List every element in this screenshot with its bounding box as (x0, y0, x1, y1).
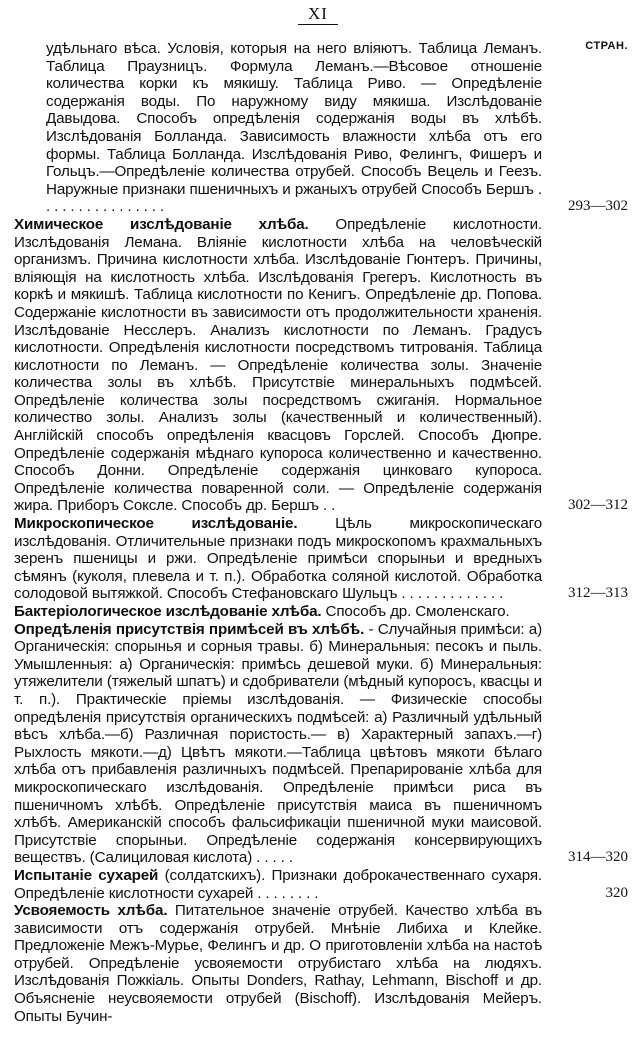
entry-pages: 320 (605, 884, 628, 901)
table-of-contents (14, 40, 632, 1025)
entry-pages: 314—320 (568, 849, 628, 866)
toc-entry (14, 867, 632, 902)
entry-title: Химическое изслѣдованіе хлѣба. (14, 215, 309, 233)
entry-title: Испытаніе сухарей (14, 866, 159, 884)
entry-text: Испытаніе сухарей (солдатскихъ). Признаки доброкачественнаго сухаря. Опредѣленіе кислотности сухарей . . . . . . . . (14, 866, 542, 902)
toc-entry (14, 216, 632, 515)
entry-text: Усвояемость хлѣба. Питательное значеніе отрубей. Качество хлѣба въ зависимости отъ содержанія отрубей. Мнѣніе Либиха и Клейке. Предложеніе Межъ-Мурье, Фелингъ и др. О приготовленіи хлѣба на настоѣ отрубей. Опредѣленіе усвояемости отрубистаго хлѣба на людяхъ. Изслѣдованія Пожкіаль. Опыты Donders, Rathay, Lehmann, Bischoff и др. Объясненіе неусвояемости отрубей (Bischoff). Изслѣдованія Мейеръ. Опыты Бучин- (14, 902, 542, 1025)
entry-title: Микроскопическое изслѣдованіе. (14, 515, 298, 533)
toc-entry (14, 40, 632, 216)
entry-pages: 293—302 (568, 198, 628, 215)
entry-pages: 312—313 (568, 585, 628, 602)
toc-entry (14, 515, 632, 603)
pages-column-header: СТРАН. (585, 40, 628, 52)
entry-title: Усвояемость хлѣба. (14, 902, 168, 920)
toc-entry (14, 902, 632, 1025)
entry-text: удѣльнаго вѣса. Условія, которыя на него вліяютъ. Таблица Леманъ. Таблица Праузницъ. Формула Леманъ.—Вѣсовое отношеніе количества корки къ мякишу. Таблица Риво. — Опредѣленіе содержанія воды. По наружному виду мякиша. Изслѣдованіе Давыдова. Способъ опредѣленія содержанія воды въ хлѣбѣ. Изслѣдованія Болланда. Зависимость влажности хлѣба отъ его формы. Таблица Болланда. Изслѣдованія Риво, Фелингъ, Фишеръ и Гольцъ.—Опредѣленіе количества отрубей. Способъ Вецель и Геезъ. Наружные признаки пшеничныхъ и ржаныхъ отрубей Способъ Бершъ . . . . . . . . . . . . . . . . (46, 40, 542, 216)
entry-text: Химическое изслѣдованіе хлѣба. Опредѣленіе кислотности. Изслѣдованія Лемана. Вліяніе кислотности хлѣба на человѣческій организмъ. Причина кислотности хлѣба. Изслѣдованіе Гюнтеръ. Причины, вліяющія на кислотность хлѣба. Изслѣдованія Грегеръ. Кислотность въ коркѣ и мякишѣ. Таблица кислотности по Кенигъ. Опредѣленіе др. Попова. Содержаніе кислотности въ зависимости отъ продолжительности храненія. Изслѣдованіе Несслеръ. Анализъ кислотности по Леманъ. Градусъ кислотности. Опредѣленія кислотности посредствомъ титрованія. Таблица кислотности по Леманъ. — Опредѣленіе количества золы. Значеніе количества золы въ хлѣбѣ. Присутствіе минеральныхъ подмѣсей. Опредѣленіе количества золы посредствомъ сжиганія. Нормальное количество золы. Анализъ золы (качественный и количественный). Англійскій способъ опредѣленія квасцовъ Горслей. Способъ Дюпре. Опредѣленіе содержанія мѣднаго купороса количественно и качественно. Способъ Донни. Опредѣленіе содержанія цинковаго купороса. Опредѣленіе количества поваренной соли. — Опредѣленіе содержанія жира. Приборъ Сокслe. Способъ др. Бершъ . . (14, 215, 542, 515)
entry-text: Микроскопическое изслѣдованіе. Цѣль микроскопическаго изслѣдованія. Отличительные признаки подъ микроскопомъ крахмальныхъ зеренъ пшеницы и ржи. Опредѣленіе примѣси спорыньи и вредныхъ сѣмянъ (куколя, плевела и т. п.). Обработка соляной кислотой. Обработка солодовой вытяжкой. Способъ Стефановскаго Шульцъ . . . . . . . . . . . . . (14, 515, 542, 603)
entry-title: Опредѣленія присутствія примѣсей въ хлѣбѣ. (14, 620, 365, 638)
page-number: XI (0, 4, 636, 24)
entry-pages: 302—312 (568, 497, 628, 514)
entry-text: Опредѣленія присутствія примѣсей въ хлѣбѣ. - Случайныя примѣси: а) Органическія: спорынья и сорныя травы. б) Минеральныя: песокъ и пыль. Умышленныя: а) Органическія: примѣсь дешевой муки. б) Минеральныя: утяжелители (тяжелый шпатъ) и сдобриватели (мѣдный купоросъ, квасцы и т. п.). Практическіе пріемы изслѣдованія. — Физическіе способы опредѣленія присутствія органическихъ подмѣсей: а) Различный удѣльный вѣсъ хлѣба.—б) Различная пористость.— в) Характерный запахъ.—г) Рыхлость мякоти.—д) Цвѣтъ мякоти.—Таблица цвѣтовъ мякоти бѣлаго хлѣба отъ прибавленія различныхъ подмѣсей. Препарированіе хлѣба для микроскопическаго изслѣдованія. Опредѣленіе примѣси риса въ пшеничномъ хлѣбѣ. Опредѣленіе присутствія маиса въ пшеничномъ хлѣбѣ. Американскій способъ фальсификаціи пшеничной муки маисовой. Присутствіе спорыньи. Опредѣленіе содержанія консервирующихъ веществъ. (Салициловая кислота) . . . . . (14, 620, 542, 867)
entry-text: Бактеріологическое изслѣдованіе хлѣба. Способъ др. Смоленскаго. (14, 603, 510, 620)
toc-entry (14, 603, 632, 621)
toc-entry (14, 621, 632, 867)
entry-title: Бактеріологическое изслѣдованіе хлѣба. (14, 603, 322, 620)
